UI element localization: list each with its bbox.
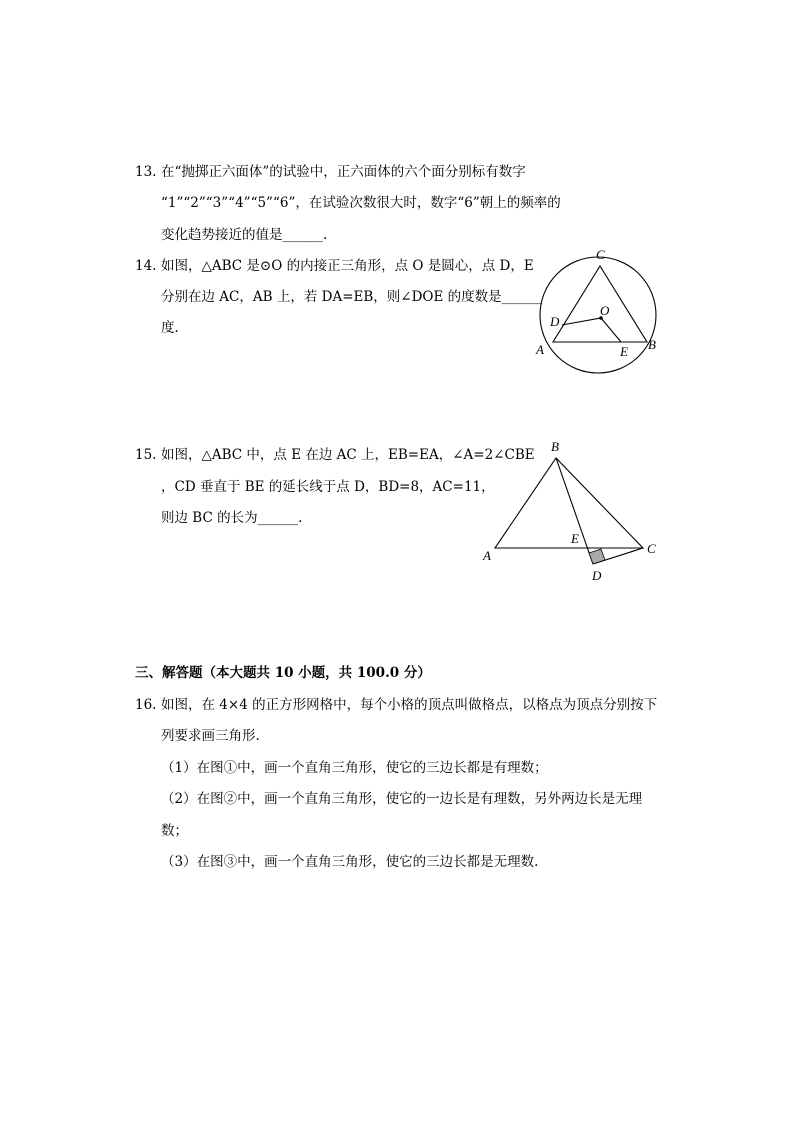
right-angle-mark	[589, 549, 605, 564]
label-e-q15: E	[571, 531, 579, 546]
label-c-q15: C	[647, 541, 656, 556]
q15-line-2: ，CD 垂直于 BE 的延长线于点 D，BD=8，AC=11，	[161, 479, 495, 495]
label-c: C	[596, 247, 605, 262]
q14-line-2: 分别在边 AC，AB 上，若 DA=EB，则∠DOE 的度数是______	[161, 289, 543, 305]
q16-number: 16.	[135, 697, 157, 713]
q16-sub-3: （3）在图③中，画一个直角三角形，使它的三边长都是无理数.	[161, 854, 539, 870]
section-heading: 三、解答题（本大题共 10 小题，共 100.0 分）	[135, 665, 431, 681]
label-e: E	[620, 344, 628, 359]
q16-sub-2: （2）在图②中，画一个直角三角形，使它的一边长是有理数，另外两边长是无理	[161, 791, 643, 807]
q13-line-1: 在“抛掷正六面体”的试验中，正六面体的六个面分别标有数字	[161, 164, 526, 180]
triangle-abc-q15	[495, 458, 643, 548]
q13-line-3: 变化趋势接近的值是______.	[161, 227, 328, 243]
label-d: D	[550, 314, 560, 329]
label-o: O	[600, 303, 610, 318]
q16-line-1: 如图，在 4×4 的正方形网格中，每个小格的顶点叫做格点，以格点为顶点分别按下	[161, 697, 658, 713]
label-b-q15: B	[551, 439, 559, 454]
q15-line-3: 则边 BC 的长为______.	[161, 510, 303, 526]
q14-line-3: 度.	[161, 320, 179, 336]
label-d-q15: D	[592, 568, 602, 583]
label-b: B	[648, 337, 656, 352]
q16-sub-2-cont: 数；	[161, 823, 188, 839]
q14-line-1: 如图，△ABC 是⊙O 的内接正三角形，点 O 是圆心，点 D，E	[161, 258, 534, 274]
label-a-q15: A	[483, 548, 491, 563]
q15-line-1: 如图，△ABC 中，点 E 在边 AC 上，EB=EA，∠A=2∠CBE	[161, 447, 535, 463]
q16-sub-1: （1）在图①中，画一个直角三角形，使它的三边长都是有理数；	[161, 760, 548, 776]
q15-number: 15.	[135, 447, 157, 463]
label-a: A	[536, 342, 544, 357]
q14-number: 14.	[135, 258, 157, 274]
q13-number: 13.	[135, 164, 157, 180]
q13-line-2: “1”“2”“3”“4”“5”“6”，在试验次数很大时，数字“6”朝上的频率的	[161, 195, 561, 211]
q16-line-2: 列要求画三角形.	[161, 728, 260, 744]
